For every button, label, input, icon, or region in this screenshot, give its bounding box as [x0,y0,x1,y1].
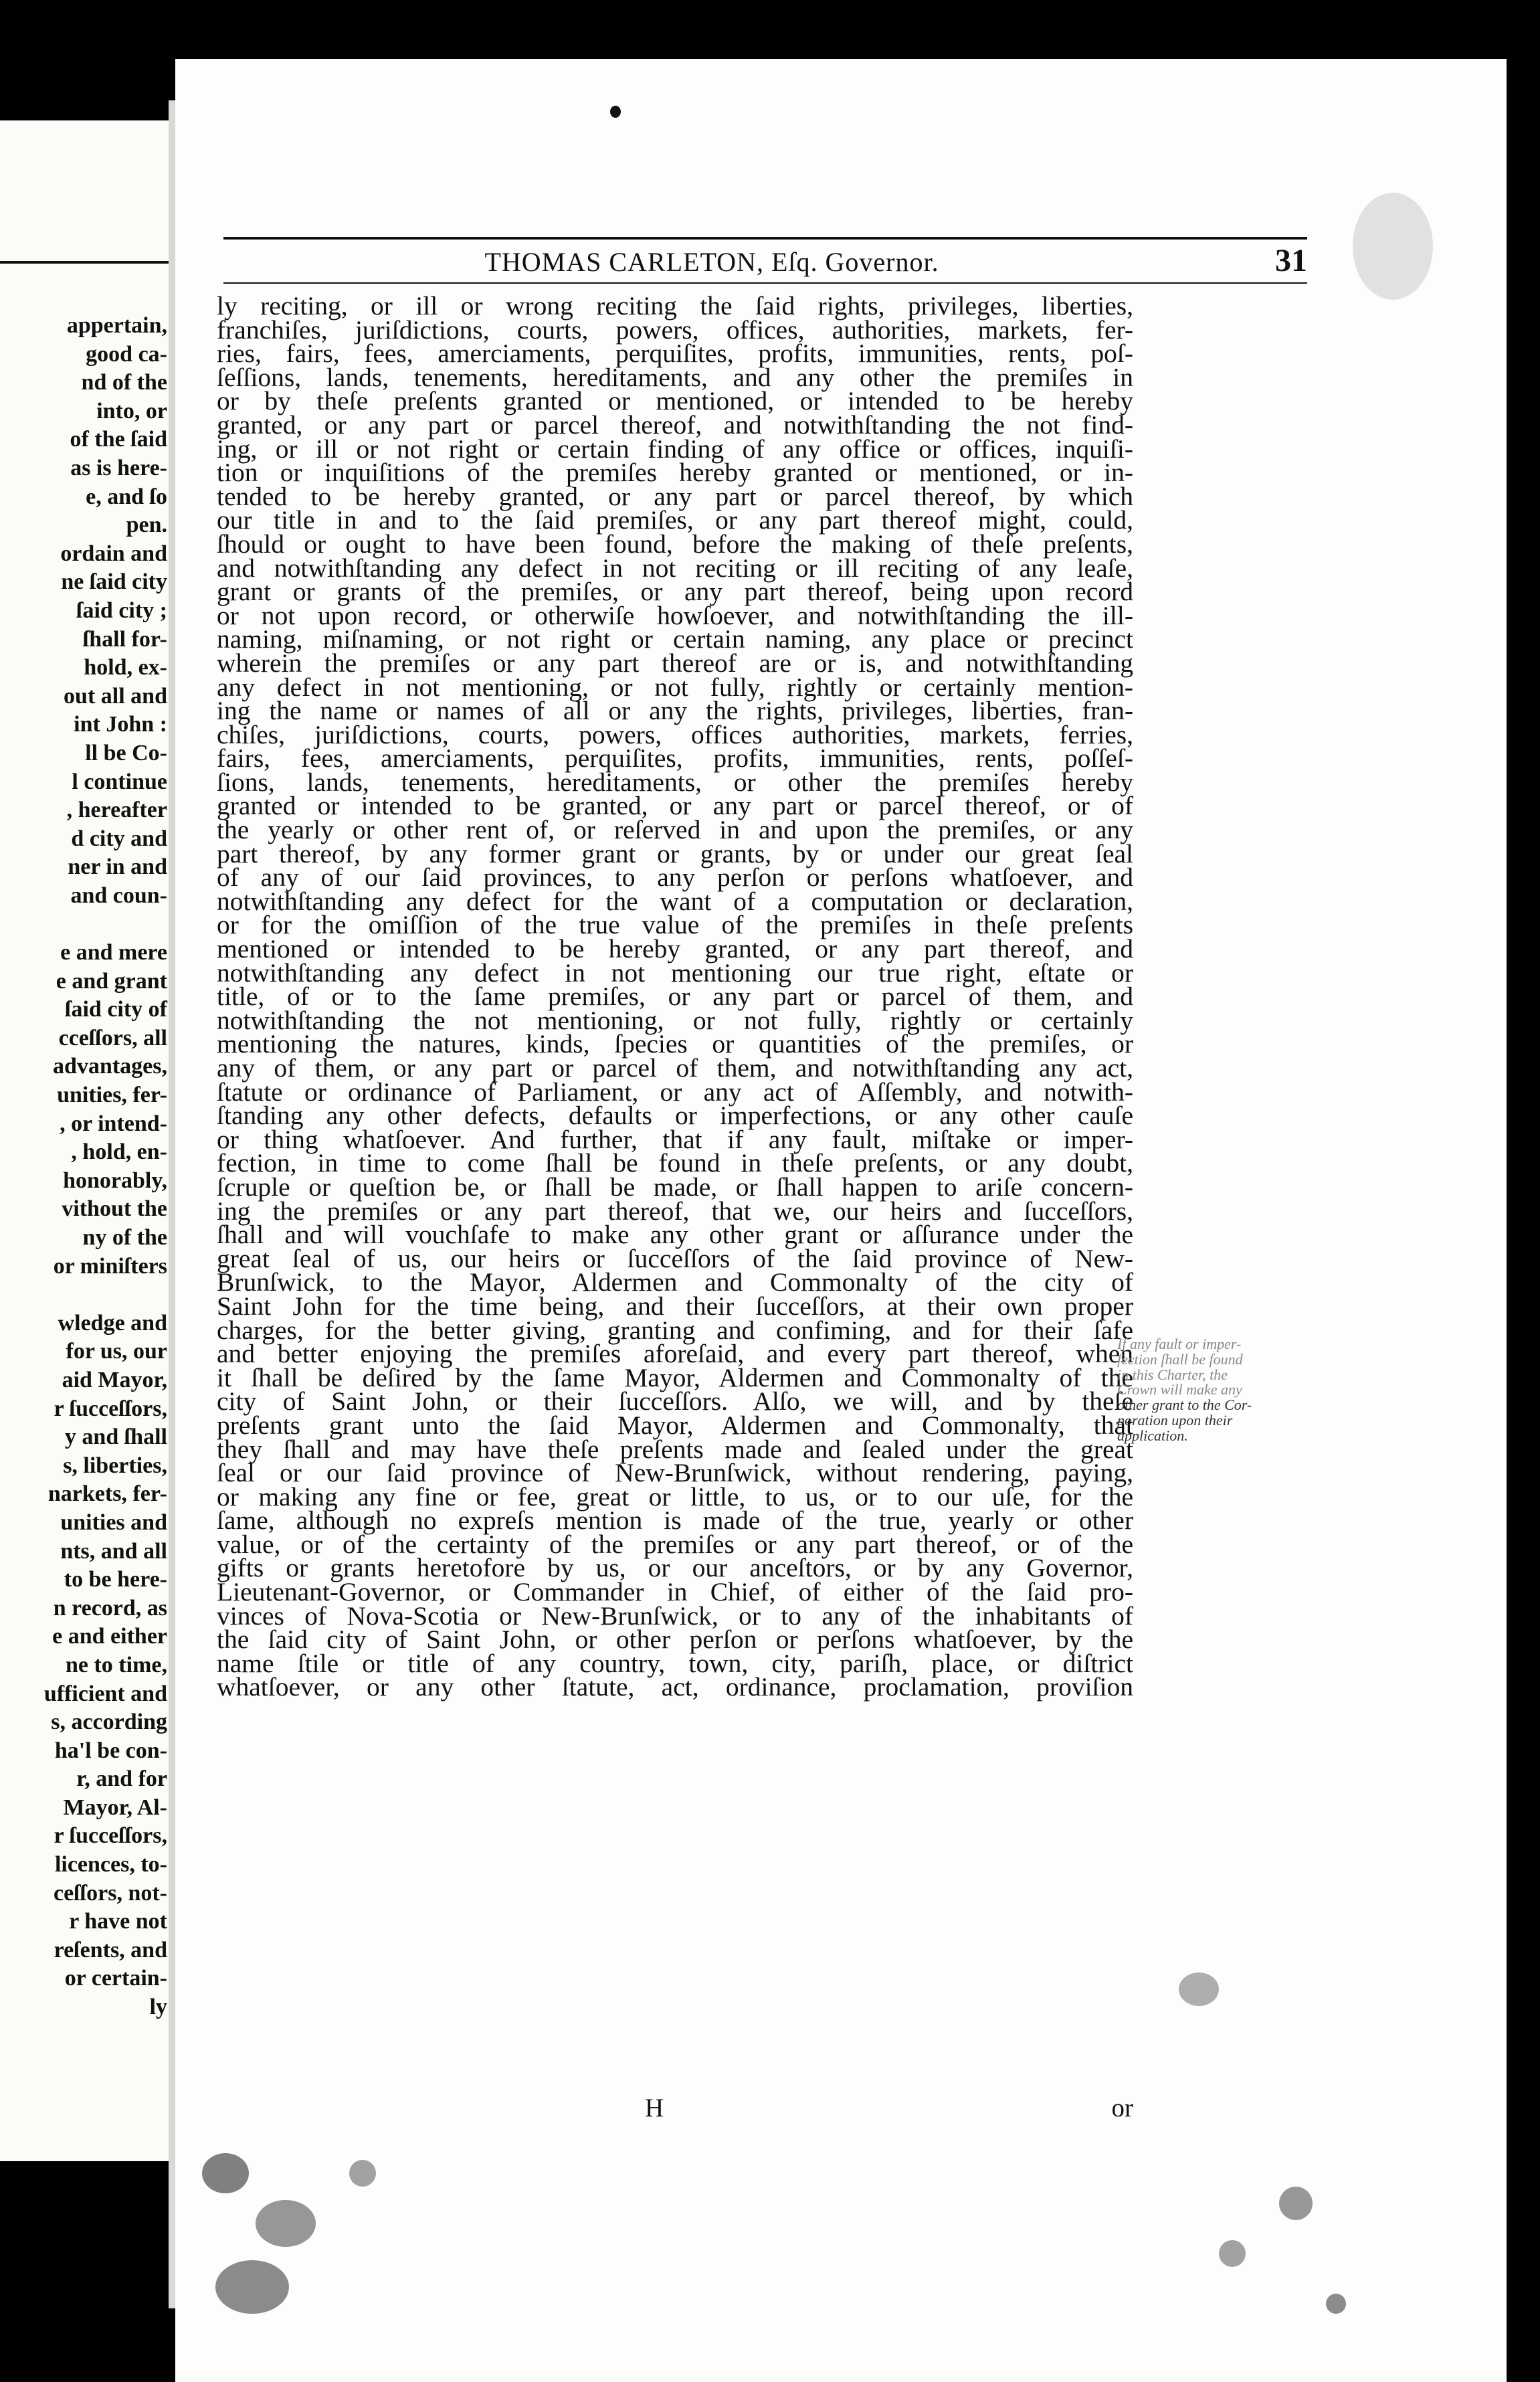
left-page-rule [0,261,169,264]
left-line: into, or [96,398,167,424]
text-line: mentioning the natures, kinds, ſpecies or quantities of the premiſes, or [217,1029,1133,1059]
left-line: aid Mayor, [62,1367,167,1392]
left-line: good ca- [86,341,167,367]
text-line: ries, fairs, fees, amerciaments, perquiſites, profits, immunities, rents, poſ- [217,339,1133,369]
text-line: naming, miſnaming, or not right or certain naming, any place or precinct [217,624,1133,654]
text-line: or making any fine or fee, great or little, to us, or to our uſe, for the [217,1481,1133,1511]
left-line: pen. [126,513,167,538]
left-line: l continue [72,769,167,794]
ink-speck [610,106,621,118]
left-line: s, liberties, [63,1453,167,1478]
stain [215,2260,289,2314]
left-line: nts, and all [60,1538,167,1564]
left-line: , hereafter [66,798,167,823]
text-line: great ſeal of us, our heirs or ſucceſſors of the ſaid province of New- [217,1243,1133,1273]
text-line: ly reciting, or ill or wrong reciting the ſaid rights, privileges, liberties, [217,291,1133,320]
stain [202,2153,249,2193]
header-rule-bottom [223,282,1307,284]
text-line: charges, for the better giving, granting and confiming, and for their ſafe [217,1315,1133,1345]
margin-note-line: poration upon their [1117,1411,1233,1429]
text-line: ſhould or ought to have been found, before the making of theſe preſents, [217,529,1133,559]
text-line: tended to be hereby granted, or any part or parcel thereof, by which [217,481,1133,511]
text-line: grant or grants of the premiſes, or any part thereof, being upon record [217,577,1133,607]
gutter-shadow [169,100,175,2308]
text-line: Saint John for the time being, and their ſucceſſors, at their own proper [217,1291,1133,1321]
catchword: or [1111,2094,1133,2122]
text-line: ſhall and will vouchſafe to make any other grant or aſſurance under the [217,1220,1133,1250]
stain [256,2200,316,2247]
text-line: Lieutenant-Governor, or Commander in Chief, of either of the ſaid pro- [217,1577,1133,1607]
text-line: vinces of Nova-Scotia or New-Brunſwick, or to any of the inhabitants of [217,1600,1133,1631]
stain [349,2160,376,2187]
text-line: and notwithſtanding any defect in not reciting or ill reciting of any leaſe, [217,553,1133,583]
left-line: reſents, and [54,1937,167,1962]
text-line: of any of our ſaid provinces, to any perſon or perſons whatſoever, and [217,862,1133,893]
left-line: nd of the [81,370,167,395]
left-line: licences, to- [54,1852,167,1877]
paragraph-gap [0,1281,167,1309]
left-line: int John : [74,712,167,737]
left-line: ny of the [82,1225,167,1250]
left-line: e and either [52,1624,167,1649]
text-line: whatſoever, or any other ſtatute, act, ordinance, proclamation, proviſion [217,1672,1133,1702]
text-line: any defect in not mentioning, or not fully, rightly or certainly mention- [217,672,1133,702]
margin-note [1117,1337,1278,1444]
left-line: , or intend- [60,1111,167,1136]
left-line: ſaid city ; [76,598,167,623]
left-line: and coun- [70,883,167,908]
signature-mark: H [645,2094,664,2122]
text-line: granted or intended to be granted, or any part or parcel thereof, or of [217,791,1133,821]
left-line: as is here- [70,455,167,480]
left-page-text [0,312,167,2022]
left-line: r ſucceſſors, [54,1823,167,1849]
left-line: ne ſaid city [61,569,167,595]
left-line: advantages, [53,1054,167,1079]
left-line: wledge and [58,1310,167,1336]
page-number: 31 [1275,243,1307,278]
left-line: ufficient and [43,1681,167,1706]
text-line: the ſaid city of Saint John, or other perſon or perſons whatſoever, by the [217,1625,1133,1655]
left-line: unities and [60,1509,167,1535]
text-line: or for the omiſſion of the true value of the premiſes in theſe preſents [217,910,1133,940]
left-line: or certain- [64,1966,167,1991]
text-line: Brunſwick, to the Mayor, Aldermen and Commonalty of the city of [217,1267,1133,1297]
text-line: part thereof, by any former grant or grants, by or under our great ſeal [217,838,1133,868]
left-line: ordain and [60,541,167,566]
left-line: vithout the [62,1196,167,1222]
stain [1326,2294,1346,2314]
left-line: ne to time, [65,1652,167,1677]
left-page-fragment [0,120,169,2161]
text-line: ſtatute or ordinance of Parliament, or any act of Aſſembly, and notwith- [217,1077,1133,1107]
text-line: tion or inquiſitions of the premiſes hereby granted or mentioned, or in- [217,458,1133,488]
text-line: chiſes, juriſdictions, courts, powers, offices authorities, markets, ferries, [217,719,1133,749]
margin-note-line: application. [1117,1427,1188,1444]
text-line: gifts or grants heretofore by us, or our anceſtors, or by any Governor, [217,1553,1133,1583]
left-line: appertain, [66,313,167,338]
left-line: n record, as [53,1595,167,1621]
text-line: mentioned or intended to be hereby granted, or any part thereof, and [217,934,1133,964]
text-line: ſame, although no expreſs mention is made of the true, yearly or other [217,1505,1133,1536]
text-line: notwithſtanding any defect in not mentioning our true right, eſtate or [217,957,1133,988]
stain [1279,2187,1313,2220]
stain [1179,1973,1219,2006]
text-line: and better enjoying the premiſes aforeſaid, and every part thereof, when [217,1339,1133,1369]
running-head [223,240,1307,282]
margin-note-line: If any fault or imper- [1117,1336,1242,1352]
margin-note-line: in this Charter, the [1117,1366,1228,1383]
margin-note-line: Crown will make any [1117,1381,1242,1398]
left-line: r have not [69,1909,167,1934]
text-line: our title in and to the ſaid premiſes, or any part thereof might, could, [217,505,1133,535]
text-line: fection, in time to come ſhall be found in theſe preſents, or any doubt, [217,1148,1133,1178]
text-line: any of them, or any part or parcel of them, and notwithſtanding any act, [217,1053,1133,1083]
text-line: they ſhall and may have theſe preſents made and ſealed under the great [217,1434,1133,1464]
text-line: ing the name or names of all or any the rights, privileges, liberties, fran- [217,696,1133,726]
left-line: r ſucceſſors, [54,1396,167,1421]
left-line: unities, fer- [57,1083,167,1108]
left-line: y and ſhall [64,1425,167,1450]
margin-note-line: fection ſhall be found [1117,1350,1243,1368]
left-line: s, according [51,1710,167,1735]
left-line: honorably, [63,1168,167,1193]
text-line: ſeſſions, lands, tenements, hereditaments, and any other the premiſes in [217,362,1133,392]
left-line: ceſſors, not- [54,1880,167,1906]
text-line: or by theſe preſents granted or mentioned, or intended to be hereby [217,386,1133,416]
left-line: d city and [71,826,167,851]
text-line: or not upon record, or otherwiſe howſoever, and notwithſtanding the ill- [217,600,1133,630]
left-line: e, and ſo [86,484,167,509]
text-line: franchiſes, juriſdictions, courts, powers, offices, authorities, markets, fer- [217,314,1133,345]
text-line: title, of or to the ſame premiſes, or any part or parcel of them, and [217,982,1133,1012]
left-line: ſaid city of [65,997,167,1022]
text-line: it ſhall be deſired by the ſame Mayor, Aldermen and Commonalty of the [217,1362,1133,1392]
text-line: name ſtile or title of any country, town, city, pariſh, place, or diſtrict [217,1648,1133,1678]
left-line: for us, our [66,1339,167,1364]
text-line: granted, or any part or parcel thereof, and notwithſtanding the not find- [217,409,1133,440]
left-line: e and mere [60,940,167,966]
left-line: to be here- [64,1567,167,1592]
left-line: Mayor, Al- [63,1795,167,1820]
left-line: ſhall for- [82,626,167,652]
running-title: THOMAS CARLETON, Eſq. Governor. [484,247,939,277]
left-line: ha'l be con- [54,1738,167,1763]
text-line: or thing whatſoever. And further, that if any fault, miſtake or imper- [217,1124,1133,1154]
left-line: or miniſters [53,1253,167,1279]
text-line: preſents grant unto the ſaid Mayor, Aldermen and Commonalty, that [217,1410,1133,1440]
text-line: city of Saint John, or their ſucceſſors. Alſo, we will, and by theſe [217,1386,1133,1416]
left-line: r, and for [76,1766,167,1792]
text-line: ſcruple or queſtion be, or ſhall be made, or ſhall happen to ariſe concern- [217,1172,1133,1202]
left-line: out all and [64,683,167,709]
left-line: e and grant [56,968,167,994]
text-line: ing the premiſes or any part thereof, that we, our heirs and ſucceſſors, [217,1196,1133,1226]
left-line: , hold, en- [71,1139,167,1165]
text-line: notwithſtanding any defect for the want of a computation or declaration, [217,886,1133,916]
left-line: ly [149,1995,167,2020]
paragraph-gap [0,910,167,939]
stain [1219,2240,1246,2267]
left-line: ner in and [68,854,167,880]
text-line: ſeal or our ſaid province of New-Brunſwick, without rendering, paying, [217,1458,1133,1488]
text-line: ſtanding any other defects, defaults or imperfections, or any other cauſe [217,1101,1133,1131]
text-line: ing, or ill or not right or certain finding of any office or offices, inquiſi- [217,434,1133,464]
text-line: wherein the premiſes or any part thereof are or is, and notwithſtanding [217,648,1133,678]
body-text [217,291,1133,1702]
left-line: ll be Co- [85,740,167,765]
margin-note-line: other grant to the Cor- [1117,1396,1252,1414]
left-line: of the ſaid [70,427,167,452]
left-line: hold, ex- [84,655,167,680]
left-line: cceſſors, all [58,1025,167,1050]
text-line: value, or of the certainty of the premiſes or any part thereof, or of the [217,1529,1133,1559]
text-line: fairs, fees, amerciaments, perquiſites, profits, immunities, rents, poſſeſ- [217,743,1133,773]
text-line: notwithſtanding the not mentioning, or not fully, rightly or certainly [217,1005,1133,1035]
stain [1353,193,1433,300]
left-line: narkets, fer- [47,1481,167,1507]
text-line: ſions, lands, tenements, hereditaments, or other the premiſes hereby [217,767,1133,797]
page-footer [217,2093,1133,2120]
text-line: the yearly or other rent of, or reſerved in and upon the premiſes, or any [217,815,1133,845]
main-page [175,59,1507,2382]
